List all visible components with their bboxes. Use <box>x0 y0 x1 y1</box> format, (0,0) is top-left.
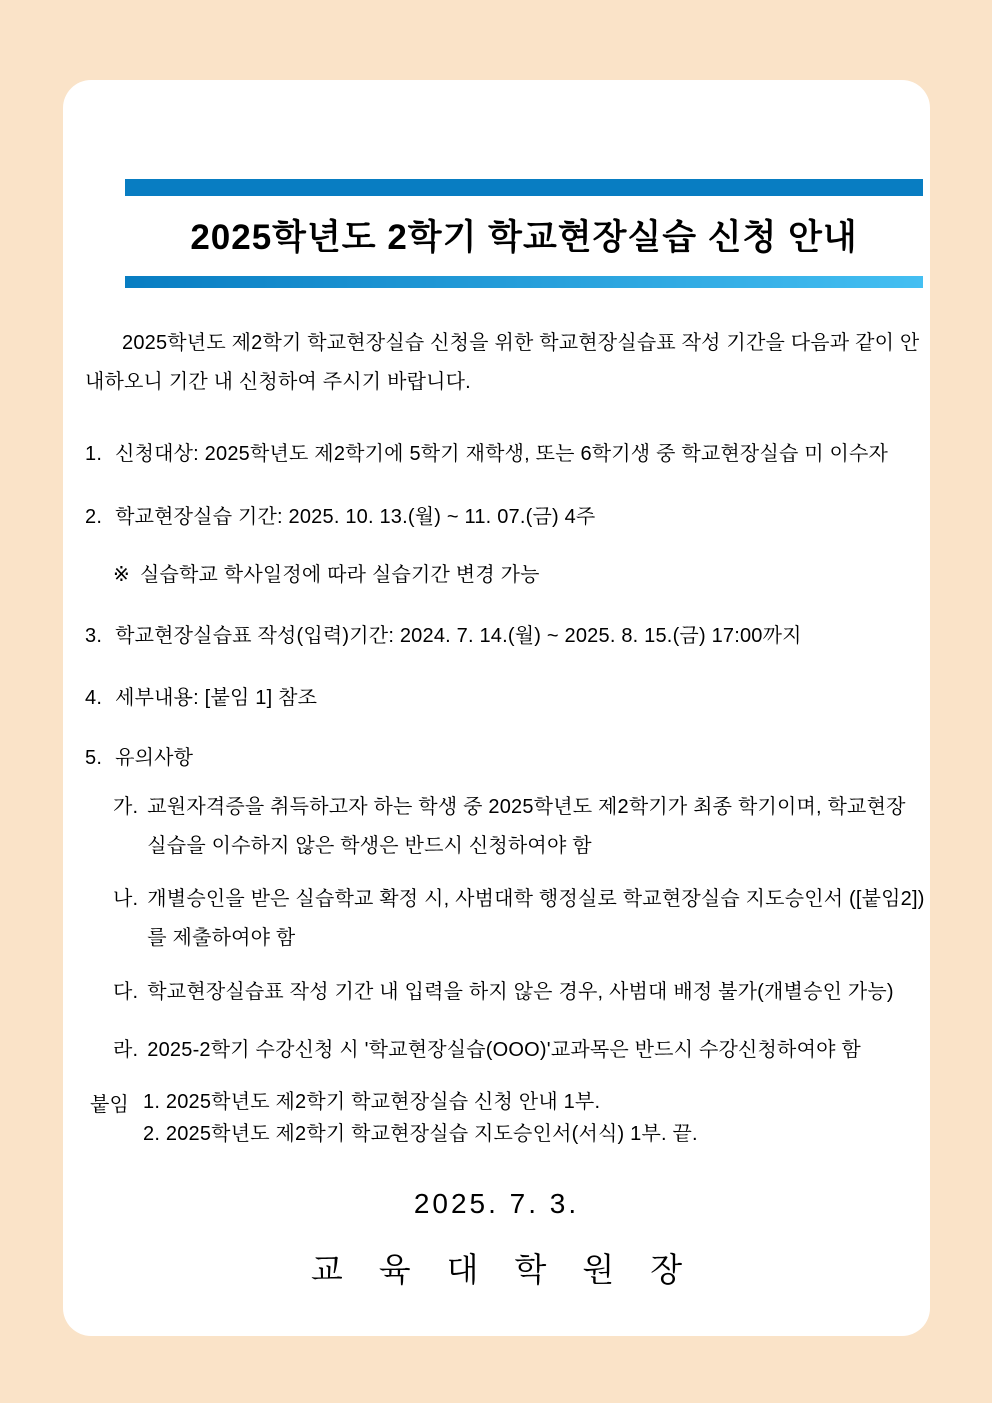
sub-item-label: 나. <box>113 888 139 910</box>
document-card <box>63 80 930 1336</box>
page-title: 2025학년도 2학기 학교현장실습 신청 안내 <box>190 218 858 257</box>
item-text: 유의사항 <box>115 747 194 769</box>
sub-item-text: 학교현장실습표 작성 기간 내 입력을 하지 않은 경우, 사범대 배정 불가(개별승인 가능) <box>147 981 894 1003</box>
item-number: 4. <box>85 687 103 709</box>
list-item-2 <box>85 498 931 537</box>
sub-item-na <box>113 880 925 958</box>
list-item-5 <box>85 739 931 778</box>
sub-item-text: 개별승인을 받은 실습학교 확정 시, 사범대학 행정실로 학교현장실습 지도승인서 ([붙임2])를 제출하여야 함 <box>147 888 925 949</box>
document-date: 2025. 7. 3. <box>413 1188 580 1219</box>
note-line <box>113 556 931 595</box>
item-text: 신청대상: 2025학년도 제2학기에 5학기 재학생, 또는 6학기생 중 학교현장실습 미 이수자 <box>115 443 889 465</box>
item-number: 5. <box>85 747 103 769</box>
sub-item-label: 가. <box>113 796 139 818</box>
item-text: 학교현장실습표 작성(입력)기간: 2024. 7. 14.(월) ~ 2025. 8. 15.(금) 17:00까지 <box>115 625 802 647</box>
sub-item-text: 2025-2학기 수강신청 시 '학교현장실습(OOO)'교과목은 반드시 수강신청하여야 함 <box>147 1039 861 1061</box>
item-number: 1. <box>85 443 103 465</box>
attachment-line-2: 2. 2025학년도 제2학기 학교현장실습 지도승인서(서식) 1부. 끝. <box>143 1123 698 1145</box>
sub-item-ga <box>113 788 925 866</box>
title-bar-top <box>125 179 923 196</box>
list-item-3 <box>85 617 931 656</box>
sub-item-label: 라. <box>113 1039 139 1061</box>
item-number: 3. <box>85 625 103 647</box>
item-number: 2. <box>85 506 103 528</box>
sub-item-label: 다. <box>113 981 139 1003</box>
intro-paragraph: 2025학년도 제2학기 학교현장실습 신청을 위한 학교현장실습표 작성 기간을 다음과 같이 안내하오니 기간 내 신청하여 주시기 바랍니다. <box>85 332 920 393</box>
attachment-line-1: 1. 2025학년도 제2학기 학교현장실습 신청 안내 1부. <box>143 1091 601 1113</box>
list-item-1 <box>85 435 931 474</box>
note-text: 실습학교 학사일정에 따라 실습기간 변경 가능 <box>139 564 540 586</box>
sub-item-da <box>113 973 925 1012</box>
attachments-lines <box>143 1086 698 1150</box>
item-text: 학교현장실습 기간: 2025. 10. 13.(월) ~ 11. 07.(금) 4주 <box>115 506 596 528</box>
sub-item-ra <box>113 1031 925 1070</box>
list-item-4 <box>85 679 931 718</box>
reference-mark: ※ <box>113 564 130 586</box>
attachments-label: 붙임 <box>90 1094 130 1116</box>
sub-item-text: 교원자격증을 취득하고자 하는 학생 중 2025학년도 제2학기가 최종 학기이며, 학교현장 실습을 이수하지 않은 학생은 반드시 신청하여야 함 <box>147 796 906 857</box>
attachments-block <box>90 1086 930 1150</box>
signature-title: 교육대학원장 <box>310 1251 719 1288</box>
item-text: 세부내용: [붙임 1] 참조 <box>115 687 318 709</box>
title-bar-bottom <box>125 276 923 288</box>
